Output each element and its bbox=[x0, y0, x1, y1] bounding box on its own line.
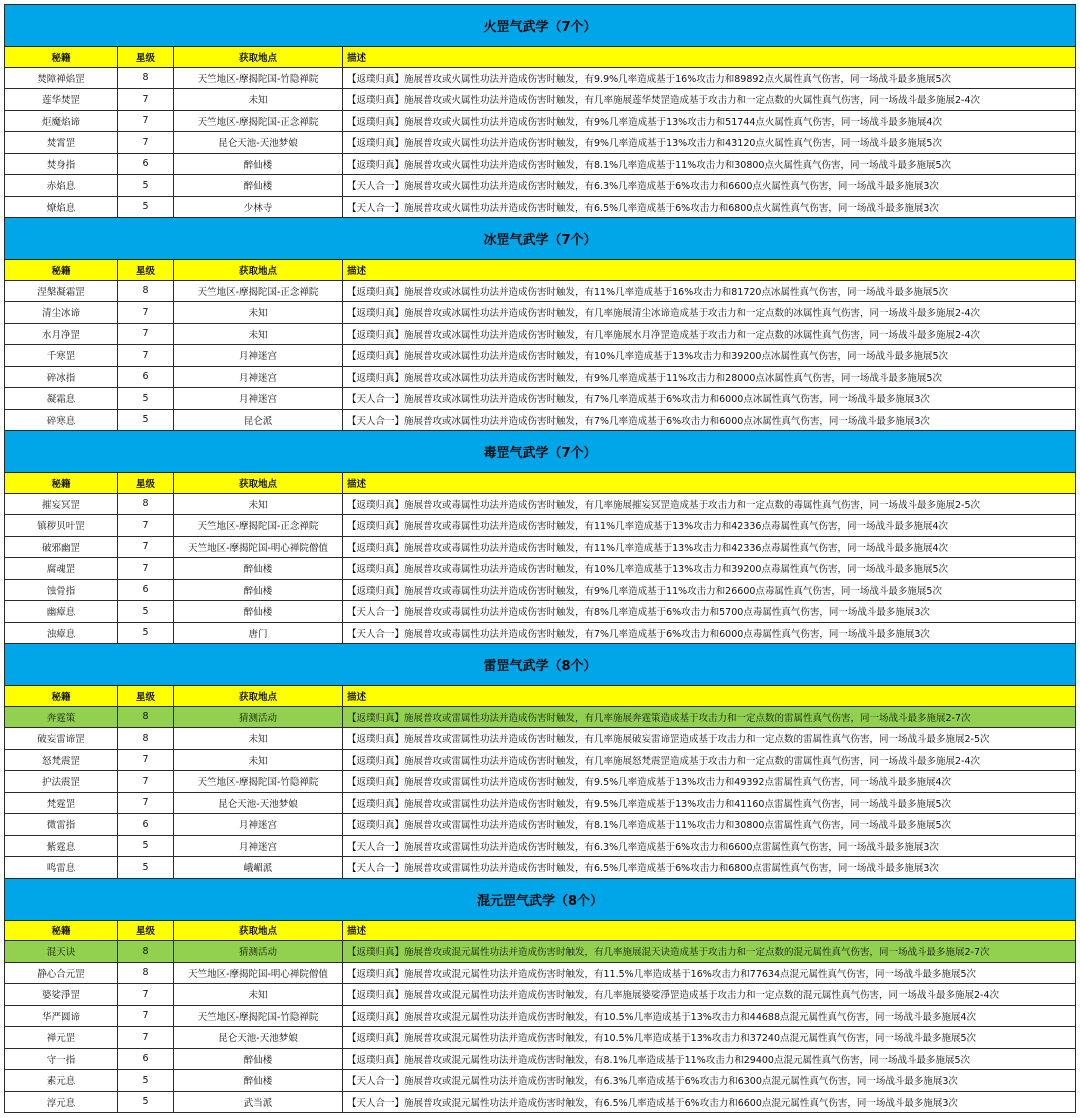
table-row bbox=[5, 345, 1076, 367]
skills-spreadsheet bbox=[4, 4, 1075, 1113]
location-cell: 天竺地区-摩揭陀国-正念禅院 bbox=[174, 110, 343, 132]
table-row bbox=[5, 132, 1076, 154]
table-row bbox=[5, 323, 1076, 345]
table-row bbox=[5, 1005, 1076, 1027]
column-header-loc: 获取地点 bbox=[174, 686, 343, 707]
star-level-cell: 7 bbox=[118, 132, 174, 154]
description-cell: 【返璞归真】施展普攻或混元属性功法并造成伤害时触发，有8.1%几率造成基于11%攻击力和29400点混元属性真气伤害，同一场战斗最多施展5次 bbox=[343, 1048, 1076, 1070]
location-cell: 天竺地区-摩揭陀国-明心禅院僧值 bbox=[174, 962, 343, 984]
description-cell: 【返璞归真】施展普攻或混元属性功法并造成伤害时触发，有几率施展混天诀造成基于攻击力和一定点数的混元属性真气伤害，同一场战斗最多施展2-7次 bbox=[343, 941, 1076, 963]
skill-name-cell: 怒梵震罡 bbox=[5, 749, 118, 771]
star-level-cell: 7 bbox=[118, 110, 174, 132]
location-cell: 醉仙楼 bbox=[174, 579, 343, 601]
description-cell: 【天人合一】施展普攻或冰属性功法并造成伤害时触发，有7%几率造成基于6%攻击力和6000点冰属性真气伤害，同一场战斗最多施展3次 bbox=[343, 388, 1076, 410]
skill-name-cell: 燎焰息 bbox=[5, 196, 118, 218]
skill-name-cell: 腐魂罡 bbox=[5, 558, 118, 580]
table-row bbox=[5, 1048, 1076, 1070]
location-cell: 猜测活动 bbox=[174, 706, 343, 728]
description-cell: 【返璞归真】施展普攻或毒属性功法并造成伤害时触发，有9%几率造成基于11%攻击力和26600点毒属性真气伤害，同一场战斗最多施展5次 bbox=[343, 579, 1076, 601]
description-cell: 【天人合一】施展普攻或火属性功法并造成伤害时触发，有6.3%几率造成基于6%攻击力和6600点火属性真气伤害，同一场战斗最多施展3次 bbox=[343, 175, 1076, 197]
location-cell: 醉仙楼 bbox=[174, 558, 343, 580]
column-header-row bbox=[5, 260, 1076, 281]
location-cell: 月神迷宫 bbox=[174, 345, 343, 367]
skill-name-cell: 清尘冰谛 bbox=[5, 302, 118, 324]
location-cell: 天竺地区-摩揭陀国-正念禅院 bbox=[174, 280, 343, 302]
column-header-row bbox=[5, 686, 1076, 707]
skill-name-cell: 碎寒息 bbox=[5, 409, 118, 431]
skill-name-cell: 静心合元罡 bbox=[5, 962, 118, 984]
location-cell: 武当派 bbox=[174, 1091, 343, 1113]
star-level-cell: 7 bbox=[118, 302, 174, 324]
table-row bbox=[5, 835, 1076, 857]
table-row bbox=[5, 558, 1076, 580]
table-row bbox=[5, 857, 1076, 879]
star-level-cell: 5 bbox=[118, 1070, 174, 1092]
star-level-cell: 5 bbox=[118, 1091, 174, 1113]
description-cell: 【返璞归真】施展普攻或冰属性功法并造成伤害时触发，有几率施展清尘冰谛造成基于攻击力和一定点数的冰属性真气伤害，同一场战斗最多施展2-4次 bbox=[343, 302, 1076, 324]
skill-name-cell: 守一指 bbox=[5, 1048, 118, 1070]
star-level-cell: 6 bbox=[118, 579, 174, 601]
skill-name-cell: 破妄雷谛罡 bbox=[5, 728, 118, 750]
table-row bbox=[5, 962, 1076, 984]
section-title: 冰罡气武学（7个） bbox=[5, 218, 1076, 260]
star-level-cell: 5 bbox=[118, 175, 174, 197]
skill-name-cell: 微雷指 bbox=[5, 814, 118, 836]
location-cell: 未知 bbox=[174, 728, 343, 750]
skill-name-cell: 焚障禅焰罡 bbox=[5, 67, 118, 89]
table-row bbox=[5, 941, 1076, 963]
table-row bbox=[5, 579, 1076, 601]
location-cell: 未知 bbox=[174, 89, 343, 111]
skill-name-cell: 摧妄冥罡 bbox=[5, 493, 118, 515]
star-level-cell: 8 bbox=[118, 493, 174, 515]
description-cell: 【返璞归真】施展普攻或混元属性功法并造成伤害时触发，有11.5%几率造成基于16%攻击力和77634点混元属性真气伤害，同一场战斗最多施展5次 bbox=[343, 962, 1076, 984]
skill-name-cell: 赤焰息 bbox=[5, 175, 118, 197]
location-cell: 醉仙楼 bbox=[174, 153, 343, 175]
description-cell: 【返璞归真】施展普攻或混元属性功法并造成伤害时触发，有10.5%几率造成基于13%攻击力和44688点混元属性真气伤害，同一场战斗最多施展4次 bbox=[343, 1005, 1076, 1027]
skill-name-cell: 淳元息 bbox=[5, 1091, 118, 1113]
column-header-desc: 描述 bbox=[343, 686, 1076, 707]
description-cell: 【返璞归真】施展普攻或雷属性功法并造成伤害时触发，有几率施展奔霆策造成基于攻击力和一定点数的雷属性真气伤害，同一场战斗最多施展2-7次 bbox=[343, 706, 1076, 728]
description-cell: 【返璞归真】施展普攻或冰属性功法并造成伤害时触发，有几率施展水月净罡造成基于攻击力和一定点数的冰属性真气伤害，同一场战斗最多施展2-4次 bbox=[343, 323, 1076, 345]
table-row bbox=[5, 110, 1076, 132]
description-cell: 【返璞归真】施展普攻或冰属性功法并造成伤害时触发，有10%几率造成基于13%攻击力和39200点冰属性真气伤害，同一场战斗最多施展5次 bbox=[343, 345, 1076, 367]
star-level-cell: 5 bbox=[118, 388, 174, 410]
skills-table bbox=[4, 4, 1076, 1113]
skill-name-cell: 涅槃凝霜罡 bbox=[5, 280, 118, 302]
column-header-desc: 描述 bbox=[343, 47, 1076, 68]
column-header-loc: 获取地点 bbox=[174, 920, 343, 941]
location-cell: 唐门 bbox=[174, 622, 343, 644]
table-row bbox=[5, 175, 1076, 197]
skill-name-cell: 鸣雷息 bbox=[5, 857, 118, 879]
description-cell: 【返璞归真】施展普攻或冰属性功法并造成伤害时触发，有9%几率造成基于11%攻击力和28000点冰属性真气伤害，同一场战斗最多施展5次 bbox=[343, 366, 1076, 388]
location-cell: 昆仑天池-天池梦娘 bbox=[174, 132, 343, 154]
star-level-cell: 8 bbox=[118, 962, 174, 984]
location-cell: 未知 bbox=[174, 302, 343, 324]
star-level-cell: 7 bbox=[118, 536, 174, 558]
section-title: 混元罡气武学（8个） bbox=[5, 878, 1076, 920]
skill-name-cell: 紫霆息 bbox=[5, 835, 118, 857]
star-level-cell: 5 bbox=[118, 601, 174, 623]
description-cell: 【返璞归真】施展普攻或雷属性功法并造成伤害时触发，有几率施展怒梵震罡造成基于攻击力和一定点数的雷属性真气伤害，同一场战斗最多施展2-4次 bbox=[343, 749, 1076, 771]
column-header-star: 星级 bbox=[118, 686, 174, 707]
table-row bbox=[5, 280, 1076, 302]
column-header-loc: 获取地点 bbox=[174, 473, 343, 494]
column-header-star: 星级 bbox=[118, 920, 174, 941]
star-level-cell: 7 bbox=[118, 1027, 174, 1049]
table-row bbox=[5, 601, 1076, 623]
column-header-name: 秘籍 bbox=[5, 260, 118, 281]
star-level-cell: 7 bbox=[118, 345, 174, 367]
skill-name-cell: 混天诀 bbox=[5, 941, 118, 963]
table-row bbox=[5, 536, 1076, 558]
skill-name-cell: 千寒罡 bbox=[5, 345, 118, 367]
star-level-cell: 5 bbox=[118, 857, 174, 879]
location-cell: 月神迷宫 bbox=[174, 835, 343, 857]
star-level-cell: 7 bbox=[118, 771, 174, 793]
description-cell: 【返璞归真】施展普攻或混元属性功法并造成伤害时触发，有几率施展婆娑淨罡造成基于攻击力和一定点数的混元属性真气伤害，同一场战斗最多施展2-4次 bbox=[343, 984, 1076, 1006]
star-level-cell: 7 bbox=[118, 1005, 174, 1027]
star-level-cell: 7 bbox=[118, 89, 174, 111]
description-cell: 【天人合一】施展普攻或火属性功法并造成伤害时触发，有6.5%几率造成基于6%攻击力和6800点火属性真气伤害，同一场战斗最多施展3次 bbox=[343, 196, 1076, 218]
star-level-cell: 6 bbox=[118, 1048, 174, 1070]
description-cell: 【返璞归真】施展普攻或火属性功法并造成伤害时触发，有9%几率造成基于13%攻击力和51744点火属性真气伤害，同一场战斗最多施展4次 bbox=[343, 110, 1076, 132]
table-row bbox=[5, 153, 1076, 175]
star-level-cell: 7 bbox=[118, 749, 174, 771]
description-cell: 【返璞归真】施展普攻或火属性功法并造成伤害时触发，有8.1%几率造成基于11%攻击力和30800点火属性真气伤害，同一场战斗最多施展5次 bbox=[343, 153, 1076, 175]
section-title: 毒罡气武学（7个） bbox=[5, 431, 1076, 473]
star-level-cell: 7 bbox=[118, 984, 174, 1006]
skill-name-cell: 焚霄罡 bbox=[5, 132, 118, 154]
location-cell: 月神迷宫 bbox=[174, 388, 343, 410]
column-header-name: 秘籍 bbox=[5, 920, 118, 941]
description-cell: 【返璞归真】施展普攻或冰属性功法并造成伤害时触发，有11%几率造成基于16%攻击力和81720点冰属性真气伤害，同一场战斗最多施展5次 bbox=[343, 280, 1076, 302]
table-row bbox=[5, 984, 1076, 1006]
location-cell: 天竺地区-摩揭陀国-竹隐禅院 bbox=[174, 67, 343, 89]
table-row bbox=[5, 1070, 1076, 1092]
location-cell: 天竺地区-摩揭陀国-明心禅院僧值 bbox=[174, 536, 343, 558]
location-cell: 昆仑派 bbox=[174, 409, 343, 431]
table-row bbox=[5, 366, 1076, 388]
column-header-star: 星级 bbox=[118, 260, 174, 281]
skill-name-cell: 凝霜息 bbox=[5, 388, 118, 410]
skill-name-cell: 华严圆谛 bbox=[5, 1005, 118, 1027]
column-header-loc: 获取地点 bbox=[174, 260, 343, 281]
skill-name-cell: 幽瘴息 bbox=[5, 601, 118, 623]
section-title: 火罡气武学（7个） bbox=[5, 5, 1076, 47]
description-cell: 【天人合一】施展普攻或混元属性功法并造成伤害时触发，有6.3%几率造成基于6%攻击力和6300点混元属性真气伤害，同一场战斗最多施展3次 bbox=[343, 1070, 1076, 1092]
description-cell: 【天人合一】施展普攻或雷属性功法并造成伤害时触发，有6.5%几率造成基于6%攻击力和6800点雷属性真气伤害，同一场战斗最多施展3次 bbox=[343, 857, 1076, 879]
location-cell: 猜测活动 bbox=[174, 941, 343, 963]
section-title-row bbox=[5, 5, 1076, 47]
star-level-cell: 5 bbox=[118, 622, 174, 644]
star-level-cell: 6 bbox=[118, 814, 174, 836]
column-header-row bbox=[5, 473, 1076, 494]
star-level-cell: 8 bbox=[118, 280, 174, 302]
skill-name-cell: 蚀骨指 bbox=[5, 579, 118, 601]
table-row bbox=[5, 749, 1076, 771]
column-header-desc: 描述 bbox=[343, 260, 1076, 281]
skill-name-cell: 婆娑淨罡 bbox=[5, 984, 118, 1006]
description-cell: 【返璞归真】施展普攻或毒属性功法并造成伤害时触发，有11%几率造成基于13%攻击力和42336点毒属性真气伤害，同一场战斗最多施展4次 bbox=[343, 536, 1076, 558]
star-level-cell: 7 bbox=[118, 515, 174, 537]
star-level-cell: 8 bbox=[118, 67, 174, 89]
star-level-cell: 8 bbox=[118, 941, 174, 963]
location-cell: 昆仑天池-天池梦娘 bbox=[174, 1027, 343, 1049]
column-header-star: 星级 bbox=[118, 473, 174, 494]
skill-name-cell: 浊瘴息 bbox=[5, 622, 118, 644]
location-cell: 峨嵋派 bbox=[174, 857, 343, 879]
description-cell: 【返璞归真】施展普攻或雷属性功法并造成伤害时触发，有9.5%几率造成基于13%攻击力和41160点雷属性真气伤害，同一场战斗最多施展5次 bbox=[343, 792, 1076, 814]
skill-name-cell: 禅元罡 bbox=[5, 1027, 118, 1049]
table-row bbox=[5, 89, 1076, 111]
table-row bbox=[5, 67, 1076, 89]
table-row bbox=[5, 1091, 1076, 1113]
skill-name-cell: 焚身指 bbox=[5, 153, 118, 175]
column-header-desc: 描述 bbox=[343, 473, 1076, 494]
section-title-row bbox=[5, 431, 1076, 473]
star-level-cell: 6 bbox=[118, 153, 174, 175]
table-row bbox=[5, 728, 1076, 750]
skill-name-cell: 素元息 bbox=[5, 1070, 118, 1092]
description-cell: 【天人合一】施展普攻或冰属性功法并造成伤害时触发，有7%几率造成基于6%攻击力和6000点冰属性真气伤害，同一场战斗最多施展3次 bbox=[343, 409, 1076, 431]
description-cell: 【天人合一】施展普攻或毒属性功法并造成伤害时触发，有7%几率造成基于6%攻击力和6000点毒属性真气伤害，同一场战斗最多施展3次 bbox=[343, 622, 1076, 644]
location-cell: 醉仙楼 bbox=[174, 601, 343, 623]
column-header-star: 星级 bbox=[118, 47, 174, 68]
description-cell: 【天人合一】施展普攻或雷属性功法并造成伤害时触发，有6.3%几率造成基于6%攻击力和6600点雷属性真气伤害，同一场战斗最多施展3次 bbox=[343, 835, 1076, 857]
location-cell: 月神迷宫 bbox=[174, 814, 343, 836]
description-cell: 【天人合一】施展普攻或混元属性功法并造成伤害时触发，有6.5%几率造成基于6%攻击力和6600点混元属性真气伤害，同一场战斗最多施展3次 bbox=[343, 1091, 1076, 1113]
location-cell: 月神迷宫 bbox=[174, 366, 343, 388]
table-row bbox=[5, 622, 1076, 644]
table-row bbox=[5, 409, 1076, 431]
section-title-row bbox=[5, 878, 1076, 920]
section-title-row bbox=[5, 644, 1076, 686]
skill-name-cell: 莲华焚罡 bbox=[5, 89, 118, 111]
table-row bbox=[5, 1027, 1076, 1049]
column-header-name: 秘籍 bbox=[5, 686, 118, 707]
column-header-name: 秘籍 bbox=[5, 473, 118, 494]
table-row bbox=[5, 493, 1076, 515]
table-row bbox=[5, 302, 1076, 324]
description-cell: 【返璞归真】施展普攻或混元属性功法并造成伤害时触发，有10.5%几率造成基于13%攻击力和37240点混元属性真气伤害，同一场战斗最多施展5次 bbox=[343, 1027, 1076, 1049]
description-cell: 【返璞归真】施展普攻或毒属性功法并造成伤害时触发，有几率施展摧妄冥罡造成基于攻击力和一定点数的毒属性真气伤害，同一场战斗最多施展2-5次 bbox=[343, 493, 1076, 515]
section-title-row bbox=[5, 218, 1076, 260]
skill-name-cell: 碎冰指 bbox=[5, 366, 118, 388]
location-cell: 醉仙楼 bbox=[174, 1070, 343, 1092]
star-level-cell: 8 bbox=[118, 706, 174, 728]
table-row bbox=[5, 792, 1076, 814]
star-level-cell: 8 bbox=[118, 728, 174, 750]
location-cell: 天竺地区-摩揭陀国-正念禅院 bbox=[174, 515, 343, 537]
column-header-name: 秘籍 bbox=[5, 47, 118, 68]
skill-name-cell: 镇秽贝叶罡 bbox=[5, 515, 118, 537]
description-cell: 【返璞归真】施展普攻或火属性功法并造成伤害时触发，有9%几率造成基于13%攻击力和43120点火属性真气伤害，同一场战斗最多施展5次 bbox=[343, 132, 1076, 154]
star-level-cell: 5 bbox=[118, 409, 174, 431]
location-cell: 未知 bbox=[174, 749, 343, 771]
table-row bbox=[5, 814, 1076, 836]
skill-name-cell: 梵霆罡 bbox=[5, 792, 118, 814]
star-level-cell: 5 bbox=[118, 196, 174, 218]
description-cell: 【返璞归真】施展普攻或火属性功法并造成伤害时触发，有9.9%几率造成基于16%攻击力和89892点火属性真气伤害，同一场战斗最多施展5次 bbox=[343, 67, 1076, 89]
skill-name-cell: 破邪幽罡 bbox=[5, 536, 118, 558]
star-level-cell: 7 bbox=[118, 323, 174, 345]
location-cell: 未知 bbox=[174, 493, 343, 515]
location-cell: 醉仙楼 bbox=[174, 175, 343, 197]
skill-name-cell: 炬魔焰谛 bbox=[5, 110, 118, 132]
table-row bbox=[5, 771, 1076, 793]
section-title: 雷罡气武学（8个） bbox=[5, 644, 1076, 686]
star-level-cell: 5 bbox=[118, 835, 174, 857]
description-cell: 【返璞归真】施展普攻或雷属性功法并造成伤害时触发，有几率施展破妄雷谛罡造成基于攻击力和一定点数的雷属性真气伤害，同一场战斗最多施展2-5次 bbox=[343, 728, 1076, 750]
skill-name-cell: 水月净罡 bbox=[5, 323, 118, 345]
description-cell: 【返璞归真】施展普攻或毒属性功法并造成伤害时触发，有11%几率造成基于13%攻击力和42336点毒属性真气伤害，同一场战斗最多施展4次 bbox=[343, 515, 1076, 537]
table-row bbox=[5, 515, 1076, 537]
table-row bbox=[5, 388, 1076, 410]
skill-name-cell: 奔霆策 bbox=[5, 706, 118, 728]
skill-name-cell: 护法震罡 bbox=[5, 771, 118, 793]
description-cell: 【返璞归真】施展普攻或毒属性功法并造成伤害时触发，有10%几率造成基于13%攻击力和39200点毒属性真气伤害，同一场战斗最多施展5次 bbox=[343, 558, 1076, 580]
table-row bbox=[5, 706, 1076, 728]
star-level-cell: 6 bbox=[118, 366, 174, 388]
column-header-row bbox=[5, 920, 1076, 941]
location-cell: 天竺地区-摩揭陀国-竹隐禅院 bbox=[174, 1005, 343, 1027]
column-header-loc: 获取地点 bbox=[174, 47, 343, 68]
description-cell: 【返璞归真】施展普攻或雷属性功法并造成伤害时触发，有8.1%几率造成基于11%攻击力和30800点雷属性真气伤害，同一场战斗最多施展5次 bbox=[343, 814, 1076, 836]
table-row bbox=[5, 196, 1076, 218]
description-cell: 【返璞归真】施展普攻或雷属性功法并造成伤害时触发，有9.5%几率造成基于13%攻击力和49392点雷属性真气伤害，同一场战斗最多施展4次 bbox=[343, 771, 1076, 793]
column-header-row bbox=[5, 47, 1076, 68]
location-cell: 醉仙楼 bbox=[174, 1048, 343, 1070]
star-level-cell: 7 bbox=[118, 558, 174, 580]
location-cell: 少林寺 bbox=[174, 196, 343, 218]
description-cell: 【返璞归真】施展普攻或火属性功法并造成伤害时触发，有几率施展莲华焚罡造成基于攻击力和一定点数的火属性真气伤害，同一场战斗最多施展2-4次 bbox=[343, 89, 1076, 111]
location-cell: 未知 bbox=[174, 323, 343, 345]
star-level-cell: 7 bbox=[118, 792, 174, 814]
location-cell: 未知 bbox=[174, 984, 343, 1006]
location-cell: 天竺地区-摩揭陀国-竹隐禅院 bbox=[174, 771, 343, 793]
location-cell: 昆仑天池-天池梦娘 bbox=[174, 792, 343, 814]
description-cell: 【天人合一】施展普攻或毒属性功法并造成伤害时触发，有8%几率造成基于6%攻击力和5700点毒属性真气伤害，同一场战斗最多施展3次 bbox=[343, 601, 1076, 623]
column-header-desc: 描述 bbox=[343, 920, 1076, 941]
